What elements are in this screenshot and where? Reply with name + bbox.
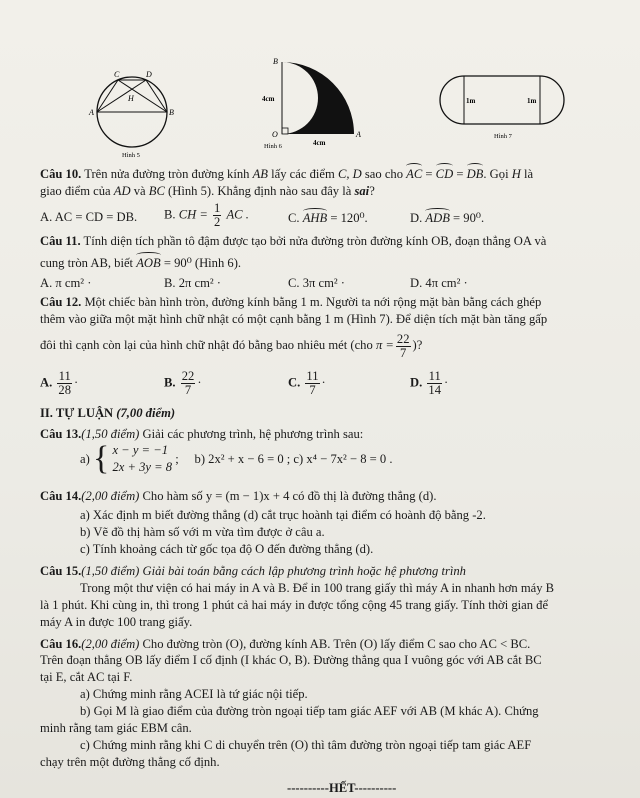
q10-line2: giao điểm của AD và BC (Hình 5). Khẳng định nào sau đây là sai? [40, 184, 375, 198]
q12-line2: thêm vào giữa một mặt hình chữ nhật có một cạnh bằng 1 m (Hình 7). Để diện tích mặt bàn tăng gấp [40, 312, 548, 326]
fig7-caption: Hình 7 [494, 133, 512, 140]
q12-option-a: A. $\frac{11}{28}$ · [40, 369, 79, 397]
q13-line1: Câu 13.(1,50 điểm) Giải các phương trình, hệ phương trình sau: [40, 427, 364, 441]
q15-line2: Trong một thư viện có hai máy in A và B. Để in 100 trang giấy thì máy A in nhanh hơn máy B [80, 581, 555, 595]
fig5-caption: Hình 5 [122, 152, 140, 159]
figure-5-circle [88, 68, 188, 160]
q15-line3: là 1 phút. Khi cùng in, thì trong 1 phút cả hai máy in được tổng cộng 45 trang giấy. Tính thời gian để [40, 598, 549, 612]
q16-line3: tại E, cắt AC tại F. [40, 670, 133, 684]
q12-line3: đôi thì cạnh còn lại của hình chữ nhật đó bằng bao nhiêu mét (cho π = $\frac{22}{7}$ )? [40, 331, 423, 360]
q13-equations: a) { x − y = −1 2x + 3y = 8 ; b) 2x² + x − 6 = 0 ; c) x⁴ − 7x² − 8 = 0 . [80, 440, 393, 477]
q12-line1: Câu 12. Một chiếc bàn hình tròn, đường kính bằng 1 m. Người ta nới rộng mặt bàn bằng cách ghép [40, 295, 542, 309]
fig5-label-b: B [169, 108, 174, 117]
fig7-label-right: 1m [527, 97, 537, 105]
fig6-label-o: O [272, 130, 278, 139]
q10-line1: Câu 10. Trên nửa đường tròn đường kính AB lấy các điểm C, D sao cho AC = CD = DB. Gọi H là [40, 167, 534, 181]
fig6-label-a: A [356, 130, 361, 139]
q16-line2: Trên đoạn thẳng OB lấy điểm I cố định (I khác O, B). Đường thẳng qua I vuông góc với AB cắt BC [40, 653, 542, 667]
figure-6-shaded-region [258, 56, 368, 156]
q11-option-c: C. 3π cm² · [288, 276, 346, 290]
q12-option-d: D. $\frac{11}{14}$ · [410, 369, 449, 397]
fig5-label-a: A [89, 108, 94, 117]
q15-line1: Câu 15.(1,50 điểm) Giải bài toán bằng cách lập phương trình hoặc hệ phương trình [40, 564, 466, 578]
fig6-caption: Hình 6 [264, 143, 282, 150]
q16-part-c2: chạy trên một đường thẳng cố định. [40, 755, 220, 769]
q15-line4: máy A in được 100 trang giấy. [40, 615, 193, 629]
fig5-label-h: H [128, 94, 134, 103]
end-marker: ----------HẾT---------- [287, 781, 397, 795]
q16-part-c1: c) Chứng minh rằng khi C di chuyển trên (O) thì tâm đường tròn ngoại tiếp tam giác AEF [80, 738, 532, 752]
q16-line1: Câu 16.(2,00 điểm) Cho đường tròn (O), đường kính AB. Trên (O) lấy điểm C sao cho AC < BC. [40, 637, 531, 651]
q14-part-b: b) Vẽ đồ thị hàm số với m vừa tìm được ở câu a. [80, 525, 325, 539]
fig7-label-left: 1m [466, 97, 476, 105]
figure-7-table [434, 72, 574, 152]
q16-part-b2: minh rằng tam giác EBM cân. [40, 721, 192, 735]
q10-option-d: D. ADB = 90⁰. [410, 211, 485, 225]
fig6-label-oa: 4cm [313, 139, 326, 147]
fig5-label-c: C [114, 70, 120, 79]
q10-option-a: A. AC = CD = DB. [40, 210, 138, 224]
part2-heading: II. TỰ LUẬN (7,00 điểm) [40, 406, 176, 420]
q16-part-b1: b) Gọi M là giao điểm của đường tròn ngoại tiếp tam giác AEF với AB (M khác A). Chứng [80, 704, 539, 718]
fig5-label-d: D [146, 70, 152, 79]
q14-part-c: c) Tính khoảng cách từ gốc tọa độ O đến đường thẳng (d). [80, 542, 374, 556]
q14-part-a: a) Xác định m biết đường thẳng (d) cắt trục hoành tại điểm có hoành độ bằng -2. [80, 508, 486, 522]
q16-part-a: a) Chứng minh rằng ACEI là tứ giác nội tiếp. [80, 687, 308, 701]
q11-option-a: A. π cm² · [40, 276, 92, 290]
q11-line2: cung tròn AB, biết AOB = 90⁰ (Hình 6). [40, 256, 242, 270]
q12-option-c: C. $\frac{11}{7}$ · [288, 369, 326, 397]
fig6-label-b: B [273, 57, 278, 66]
q12-option-b: B. $\frac{22}{7}$ · [164, 369, 202, 397]
fig6-label-ob: 4cm [262, 95, 275, 103]
q10-option-c: C. AHB = 120⁰. [288, 211, 368, 225]
q10-option-b: B. CH = $\frac{1}{2}$ AC . [164, 201, 249, 229]
q11-option-d: D. 4π cm² · [410, 276, 468, 290]
q11-line1: Câu 11. Tính diện tích phần tô đậm được tạo bởi nửa đường tròn đường kính OB, đoạn thẳng OA và [40, 234, 547, 248]
q14-line1: Câu 14.(2,00 điểm) Cho hàm số y = (m − 1)x + 4 có đồ thị là đường thẳng (d). [40, 489, 437, 503]
q11-option-b: B. 2π cm² · [164, 276, 222, 290]
